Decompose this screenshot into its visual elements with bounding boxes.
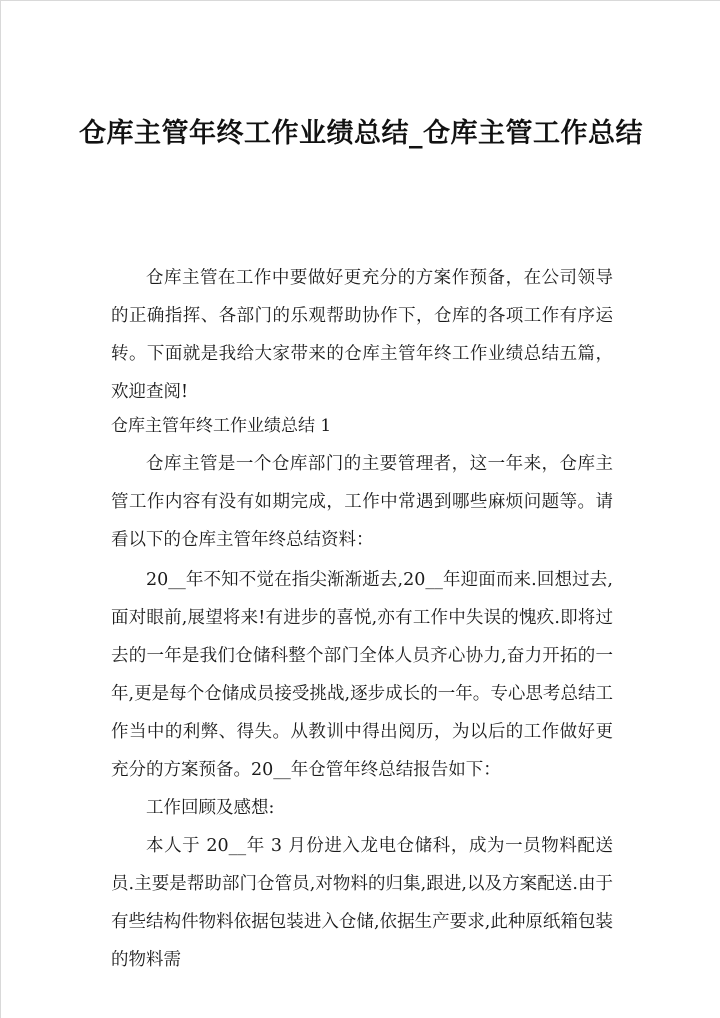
intro-paragraph: 仓库主管在工作中要做好更充分的方案作预备，在公司领导的正确指挥、各部门的乐观帮助协作下，仓库的各项工作有序运转。下面就是我给大家带来的仓库主管年终工作业绩总结五篇，欢迎查阅! — [111, 268, 613, 402]
document-title: 仓库主管年终工作业绩总结_仓库主管工作总结 — [79, 118, 643, 149]
section-heading: 仓库主管年终工作业绩总结 1 — [111, 416, 332, 436]
body-paragraph-1: 仓库主管是一个仓库部门的主要管理者，这一年来，仓库主管工作内容有没有如期完成，工作中常遇到哪些麻烦问题等。请看以下的仓库主管年终总结资料： — [111, 454, 613, 550]
body-paragraph-2: 20__年不知不觉在指尖渐渐逝去,20__年迎面而来.回想过去,面对眼前,展望将来!有进步的喜悦,亦有工作中失误的愧疚.即将过去的一年是我们仓储科整个部门全体人员齐心协力,奋力开拓的一年,更是每个仓储成员接受挑战,逐步成长的一年。专心思考总结工作当中的利弊、得失。从教训中得出阅历，为以后的工作做好更充分的方案预备。20__年仓管年终总结报告如下： — [111, 570, 613, 780]
body-paragraph-3: 本人于 20__年 3 月份进入龙电仓储科，成为一员物料配送员.主要是帮助部门仓管员,对物料的归集,跟进,以及方案配送.由于有些结构件物料依据包装进入仓储,依据生产要求,此种原纸箱包装的物料需 — [111, 836, 613, 970]
subheading-review: 工作回顾及感想: — [146, 798, 275, 818]
